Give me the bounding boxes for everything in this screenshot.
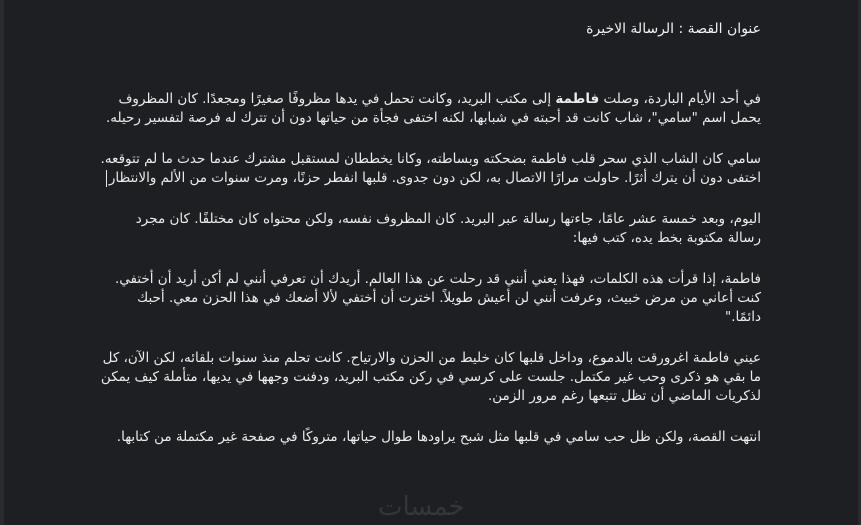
story-title: عنوان القصة : الرسالة الاخيرة xyxy=(586,21,761,37)
story-body[interactable] xyxy=(100,90,761,469)
text-cursor xyxy=(106,170,107,187)
paragraph-2 xyxy=(100,150,761,188)
paragraph-6: انتهت القصة، ولكن ظل حب سامي في قلبها مثل شبح يراودها طوال حياتها، متروكًا في صفحة غير مكتملة من كتابها. xyxy=(116,429,761,445)
paragraph-4: فاطمة، إذا قرأت هذه الكلمات، فهذا يعني أنني قد رحلت عن هذا العالم. أريدك أن تعرفي أنني لم أكن أريد أن أختفي. كنت أعاني من مرض خبيث، وعرفت أنني لن أعيش طويلاً. اخترت أن أختفي لألا أضعك في هذا الحزن معي. أحبك دائمًا." xyxy=(114,271,761,325)
paragraph-1-bold-name: فاطمة xyxy=(555,91,600,107)
window-left-edge xyxy=(0,0,4,525)
paragraph-1-start: في أحد الأيام الباردة، وصلت xyxy=(599,91,761,107)
paragraph-3: اليوم، وبعد خمسة عشر عامًا، جاءتها رسالة عبر البريد. كان المظروف نفسه، ولكن محتواه كان مختلفًا. كان مجرد رسالة مكتوبة بخط يده، كتب فيها: xyxy=(135,211,761,246)
paragraph-2-text: سامي كان الشاب الذي سحر قلب فاطمة بضحكته وبساطته، وكانا يخططان لمستقبل مشترك عندما حدث ما لم تتوقعه. اختفى دون أن يترك أثرًا. حاولت مرارًا الاتصال به، لكن دون جدوى. قلبها انفطر حزنًا، ومرت سنوات من الألم والانتظار xyxy=(100,151,761,186)
paragraph-1-rest: إلى مكتب البريد، وكانت تحمل في يدها مظروفًا صغيرًا ومجعدًا. كان المظروف يحمل اسم "سامي"، شاب كانت قد أحبته في شبابها، لكنه اختفى فجأة من حياتها دون أن تترك له فرصة لتفسير رحيله. xyxy=(105,91,761,126)
paragraph-5: عيني فاطمة اغرورقت بالدموع، وداخل قلبها كان خليط من الحزن والارتياح. كانت تحلم منذ سنوات بلقائه، لكن الآن، كل ما بقي هو ذكرى وحب غير مكتمل. جلست على كرسي في ركن مكتب البريد، ودفنت وجهها في يديها، متأملة كيف يمكن لذكريات الماضي أن تظل تتبعها رغم مرور الزمن. xyxy=(100,350,761,404)
paragraph-1 xyxy=(100,90,761,128)
watermark-logo: خمسات xyxy=(378,492,465,522)
